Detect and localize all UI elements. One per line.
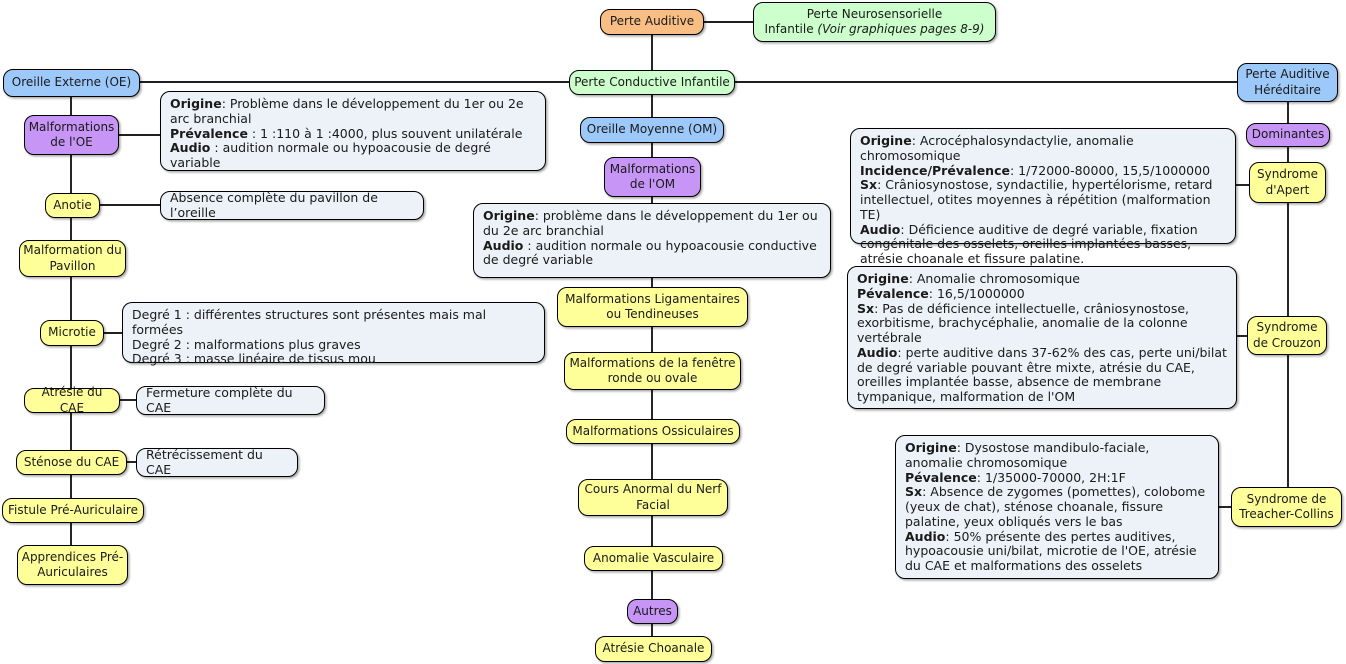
node-cours-anormal-nerf-facial: Cours Anormal du Nerf Facial [578,479,728,516]
node-malformations-oe: Malformations de l'OE [24,115,119,155]
node-syndrome-crouzon: Syndrome de Crouzon [1247,316,1327,355]
node-syndrome-apert: Syndrome d'Apert [1249,162,1326,203]
node-apprendices-pre-auriculaires: Apprendices Pré-Auriculaires [17,545,128,585]
node-perte-neurosensorielle: Perte Neurosensorielle Infantile (Voir graphiques pages 8-9) [753,2,996,42]
node-perte-auditive: Perte Auditive [600,9,704,35]
node-malformations-fenetre: Malformations de la fenêtre ronde ou ovale [564,352,741,390]
desc-atresie-cae: Fermeture complète du CAE [136,386,325,415]
node-malformations-ligamentaires: Malformations Ligamentaires ou Tendineuses [557,287,748,327]
node-atresie-choanale: Atrésie Choanale [595,636,712,662]
desc-malformations-om: Origine: problème dans le développement du 1er ou du 2e arc branchial Audio : audition normale ou hypoacousie conductive de degré variable [473,203,831,278]
desc-syndrome-apert: Origine: Acrocéphalosyndactylie, anomalie chromosomique Incidence/Prévalence: 1/72000-80000, 15,5/1000000 Sx: Crâniosynostose, syndactilie, hypertélorisme, retard intellectuel, otites moyennes à répétition (malformation TE) Audio: Déficience auditive de degré variable, fixation congénitale des osselets, oreilles implantées basses, atrésie choanale et fissure palatine. [850,128,1236,244]
node-anotie: Anotie [45,193,100,218]
desc-syndrome-treacher-collins: Origine: Dysostose mandibulo-faciale, anomalie chromosomique Pévalence: 1/35000-70000, 2H:1F Sx: Absence de zygomes (pomettes), colobome (yeux de chat), sténose choanale, fissure palatine, yeux obliqués vers le bas Audio: 50% présente des pertes auditives, hypoacousie uni/bilat, microtie de l'OE, atrésie du CAE et malformations des osselets [895,435,1219,579]
node-syndrome-treacher-collins: Syndrome de Treacher-Collins [1231,487,1342,527]
node-dominantes: Dominantes [1246,123,1330,147]
desc-microtie: Degré 1 : différentes structures sont présentes mais mal formées Degré 2 : malformations plus graves Degré 3 : masse linéaire de tissus mou [122,302,545,363]
node-autres: Autres [627,599,678,624]
node-malformations-om: Malformations de l'OM [604,157,701,197]
desc-stenose-cae: Rétrécissement du CAE [136,448,298,477]
node-perte-auditive-hereditaire: Perte Auditive Héréditaire [1237,63,1338,102]
node-stenose-cae: Sténose du CAE [16,450,127,475]
desc-anotie: Absence complète du pavillon de l’oreille [160,191,424,220]
node-oreille-moyenne: Oreille Moyenne (OM) [580,117,724,143]
desc-malformations-oe: Origine: Problème dans le développement du 1er ou 2e arc branchial Prévalence : 1 :110 à 1 :4000, plus souvent unilatérale Audio : audition normale ou hypoacousie de degré variable [160,91,546,171]
node-malformation-pavillon: Malformation du Pavillon [19,240,126,277]
node-malformations-ossiculaires: Malformations Ossiculaires [566,419,740,444]
node-anomalie-vasculaire: Anomalie Vasculaire [584,546,723,571]
node-fistule-pre-auriculaire: Fistule Pré-Auriculaire [2,498,144,523]
node-atresie-cae: Atrésie du CAE [24,388,120,413]
node-perte-conductive-infantile: Perte Conductive Infantile [569,70,735,95]
desc-syndrome-crouzon: Origine: Anomalie chromosomique Pévalence: 16,5/1000000 Sx: Pas de déficience intellectuelle, crâniosynostose, exorbitisme, brachycéphalie, anomalie de la colonne vertébrale Audio: perte auditive dans 37-62% des cas, perte uni/bilat de degré variable pouvant être mixte, atrésie du CAE, oreilles implantée basse, absence de membrane tympanique, malformation de l'OM [847,266,1237,409]
node-oreille-externe: Oreille Externe (OE) [3,69,140,97]
node-microtie: Microtie [40,320,104,346]
